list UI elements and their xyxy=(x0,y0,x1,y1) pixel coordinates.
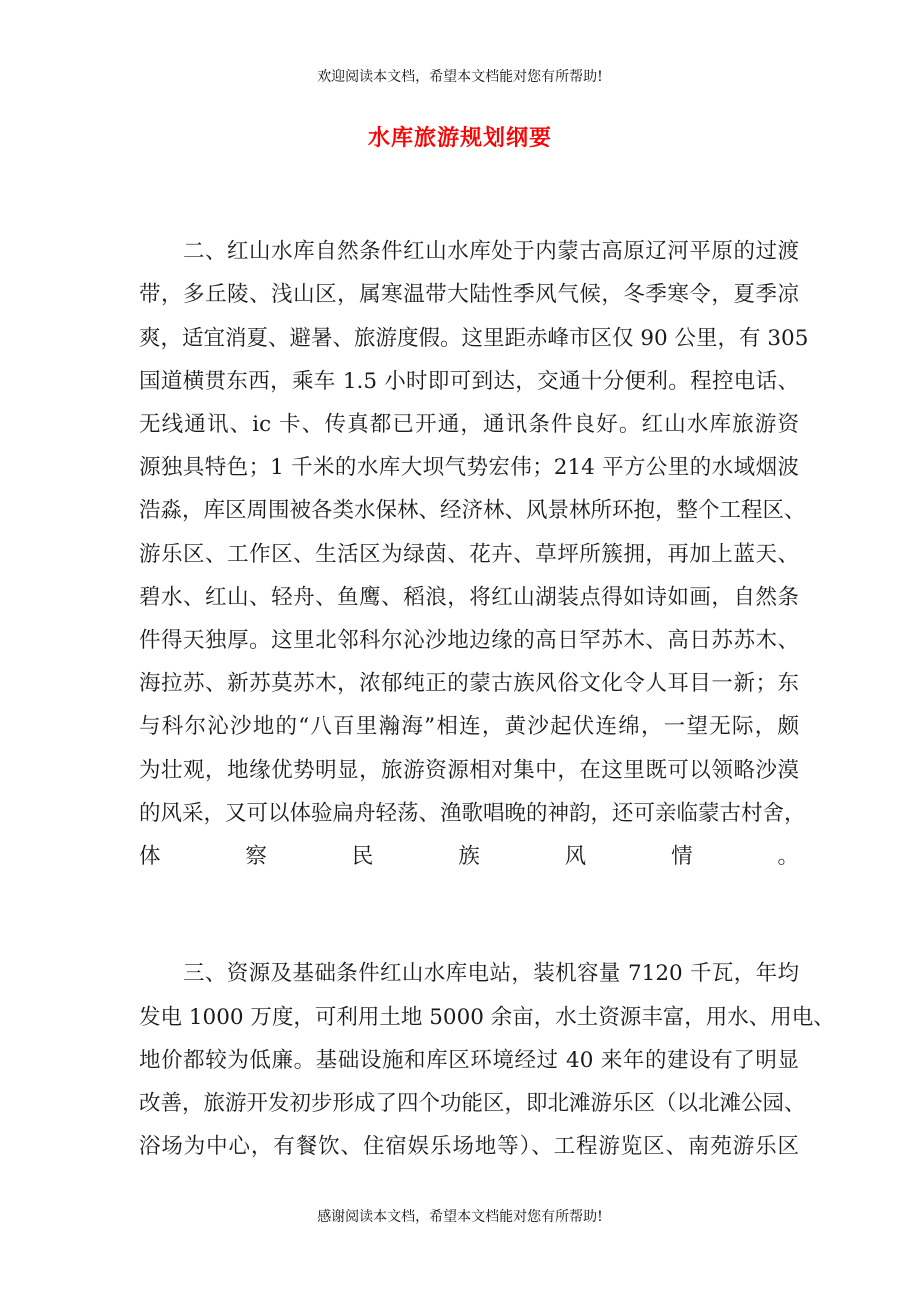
paragraph-2-line: 体察民族风情。 xyxy=(139,844,799,869)
paragraph-2-line: 浩淼，库区周围被各类水保林、经济林、风景林所环抱，整个工程区、 xyxy=(139,498,806,523)
paragraph-2-line: 件得天独厚。这里北邻科尔沁沙地边缘的高日罕苏木、高日苏苏木、 xyxy=(139,628,799,653)
paragraph-2-line: 源独具特色；1 千米的水库大坝气势宏伟；214 平方公里的水域烟波 xyxy=(139,455,799,480)
paragraph-3-line: 三、资源及基础条件红山水库电站，装机容量 7120 千瓦，年均 xyxy=(183,961,799,986)
paragraph-3-line: 发电 1000 万度，可利用土地 5000 余亩，水土资源丰富，用水、用电、 xyxy=(139,1005,835,1030)
document-title: 水库旅游规划纲要 xyxy=(367,126,552,151)
paragraph-2-line: 为壮观，地缘优势明显，旅游资源相对集中，在这里既可以领略沙漠 xyxy=(139,758,799,783)
page-footer: 感谢阅读本文档，希望本文档能对您有所帮助! xyxy=(317,1209,603,1225)
paragraph-2-line: 与科尔沁沙地的“八百里瀚海”相连，黄沙起伏连绵，一望无际，颇 xyxy=(139,714,799,739)
paragraph-2-line: 海拉苏、新苏莫苏木，浓郁纯正的蒙古族风俗文化令人耳目一新；东 xyxy=(139,671,799,696)
paragraph-2-line: 游乐区、工作区、生活区为绿茵、花卉、草坪所簇拥，再加上蓝天、 xyxy=(139,542,799,567)
paragraph-2-line: 无线通讯、ic 卡、传真都已开通，通讯条件良好。红山水库旅游资 xyxy=(139,412,799,437)
paragraph-3-line: 改善，旅游开发初步形成了四个功能区，即北滩游乐区（以北滩公园、 xyxy=(139,1091,806,1116)
paragraph-2-line: 爽，适宜消夏、避暑、旅游度假。这里距赤峰市区仅 90 公里，有 305 xyxy=(139,326,809,351)
page-header: 欢迎阅读本文档，希望本文档能对您有所帮助! xyxy=(317,69,603,85)
paragraph-2-line: 二、红山水库自然条件红山水库处于内蒙古高原辽河平原的过渡 xyxy=(183,239,799,264)
paragraph-2-line: 碧水、红山、轻舟、鱼鹰、稻浪，将红山湖装点得如诗如画，自然条 xyxy=(139,585,799,610)
paragraph-2-line: 国道横贯东西，乘车 1.5 小时即可到达，交通十分便利。程控电话、 xyxy=(139,369,799,394)
paragraph-3-line: 地价都较为低廉。基础设施和库区环境经过 40 来年的建设有了明显 xyxy=(139,1048,799,1073)
paragraph-2-line xyxy=(139,885,799,915)
paragraph-2-line: 带，多丘陵、浅山区，属寒温带大陆性季风气候，冬季寒令，夏季凉 xyxy=(139,282,799,307)
paragraph-3-line: 浴场为中心，有餐饮、住宿娱乐场地等）、工程游览区、南苑游乐区 xyxy=(139,1134,799,1159)
paragraph-2-line: 的风采，又可以体验扁舟轻荡、渔歌唱晚的神韵，还可亲临蒙古村舍， xyxy=(139,801,806,826)
